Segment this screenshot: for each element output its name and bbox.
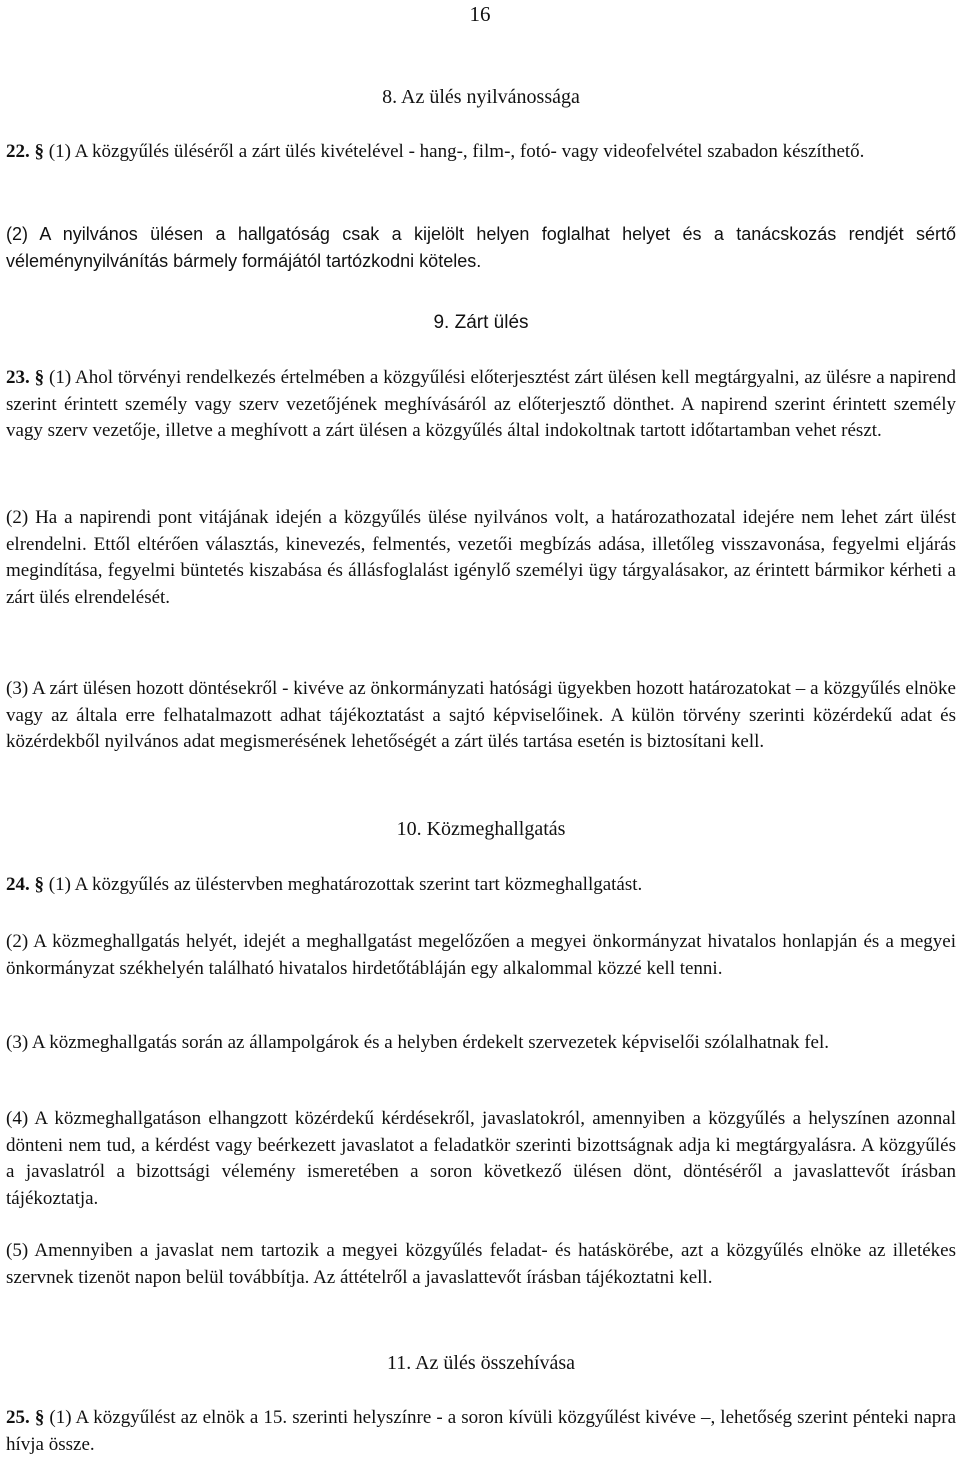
section-8 xyxy=(6,84,956,110)
section-sign: § xyxy=(34,141,44,162)
paragraph-22-1 xyxy=(6,139,956,166)
paragraph-23-3 xyxy=(6,676,956,756)
section-sign: § xyxy=(34,367,45,388)
section-heading: 9. Zárt ülés xyxy=(433,312,529,333)
paragraph-text: (2) A nyilvános ülésen a hallgatóság csak a kijelölt helyen foglalhat helyet és a tanácskozás rendjét sértő véleménynyilvánítás bármely formájától tartózkodni köteles. xyxy=(6,224,956,271)
paragraph-text: (5) Amennyiben a javaslat nem tartozik a megyei közgyűlés feladat- és hatáskörébe, azt a közgyűlés elnöke az illetékes szervnek tizenöt napon belül továbbítja. Az áttételről a javaslattevőt írásban tájékoztatni kell. xyxy=(6,1240,956,1288)
paragraph-number: 25. xyxy=(6,1407,30,1428)
paragraph-24-3 xyxy=(6,1030,956,1057)
paragraph-23-2 xyxy=(6,505,956,611)
paragraph-text: (1) A közgyűlést az elnök a 15. szerinti helyszínre - a soron kívüli közgyűlést kivéve –, lehetőség szerint pénteki napra hívja össze. xyxy=(6,1407,957,1455)
section-10 xyxy=(6,816,956,842)
paragraph-text: (2) Ha a napirendi pont vitájának idején a közgyűlés ülése nyilvános volt, a határozathozatal idejére nem lehet zárt ülést elrendelni. Ettől eltérően választás, kinevezés, felmentés, vezetői megbízás adása, illetőleg visszavonása, fegyelmi eljárás megindítása, fegyelmi büntetés kiszabása és állásfoglalást igénylő személyi ügy tárgyalásakor, az érintett bármikor kérheti a zárt ülés elrendelését. xyxy=(6,507,956,608)
page-number: 16 xyxy=(469,2,491,26)
paragraph-24-4 xyxy=(6,1106,956,1212)
paragraph-number: 24. xyxy=(6,874,30,895)
paragraph-number: 23. xyxy=(6,367,30,388)
section-9 xyxy=(6,310,956,336)
section-heading: 11. Az ülés összehívása xyxy=(386,1352,576,1374)
paragraph-24-1 xyxy=(6,872,956,899)
paragraph-22-2 xyxy=(6,221,956,274)
paragraph-number: 22. xyxy=(6,141,30,162)
section-sign: § xyxy=(34,1407,45,1428)
paragraph-text: (1) A közgyűlés üléséről a zárt ülés kivételével - hang-, film-, fotó- vagy videofelvétel szabadon készíthető. xyxy=(44,141,865,162)
paragraph-text: (4) A közmeghallgatáson elhangzott közérdekű kérdésekről, javaslatokról, amennyiben a közgyűlés a helyszínen azonnal dönteni nem tud, a kérdést vagy beérkezett javaslatot a feladatkör szerinti bizottságnak adja ki megtárgyalásra. A közgyűlés a javaslatról a bizottsági vélemény ismeretében a soron következő ülésen dönt, döntéséről a javaslattevőt írásban tájékoztatja. xyxy=(6,1108,956,1209)
paragraph-25-1 xyxy=(6,1405,956,1458)
section-11 xyxy=(6,1350,956,1376)
paragraph-text: (3) A zárt ülésen hozott döntésekről - kivéve az önkormányzati hatósági ügyekben hozott határozatokat – a közgyűlés elnöke vagy az általa erre felhatalmazott adhat tájékoztatást a sajtó képviselőinek. A külön törvény szerinti közérdekű adat és közérdekből nyilvános adat megismerésének lehetőségét a zárt ülés tartása esetén is biztosítani kell. xyxy=(6,678,956,752)
section-heading: 10. Közmeghallgatás xyxy=(396,818,566,840)
paragraph-text: (1) Ahol törvényi rendelkezés értelmében a közgyűlési előterjesztést zárt ülésen kell megtárgyalni, az ülésre a napirend szerint érintett személy vagy szerv vezetőjének meghívásáról az előterjesztő dönthet. A napirend szerint érintett személy vagy szerv vezetője, illetve a meghívott a zárt ülésen a közgyűlés által indokoltnak tartott időtartamban vehet részt. xyxy=(6,367,957,441)
paragraph-24-2 xyxy=(6,929,956,982)
section-sign: § xyxy=(34,874,44,895)
paragraph-text: (2) A közmeghallgatás helyét, idejét a meghallgatást megelőzően a megyei önkormányzat hivatalos honlapján és a megyei önkormányzat székhelyén található hivatalos hirdetőtábláján egy alkalommal közzé kell tenni. xyxy=(6,931,956,979)
paragraph-text: (3) A közmeghallgatás során az állampolgárok és a helyben érdekelt szervezetek képviselői szólalhatnak fel. xyxy=(6,1032,830,1053)
paragraph-24-5 xyxy=(6,1238,956,1291)
section-heading: 8. Az ülés nyilvánossága xyxy=(382,86,580,108)
paragraph-text: (1) A közgyűlés az üléstervben meghatározottak szerint tart közmeghallgatást. xyxy=(44,874,643,895)
paragraph-23-1 xyxy=(6,365,956,445)
